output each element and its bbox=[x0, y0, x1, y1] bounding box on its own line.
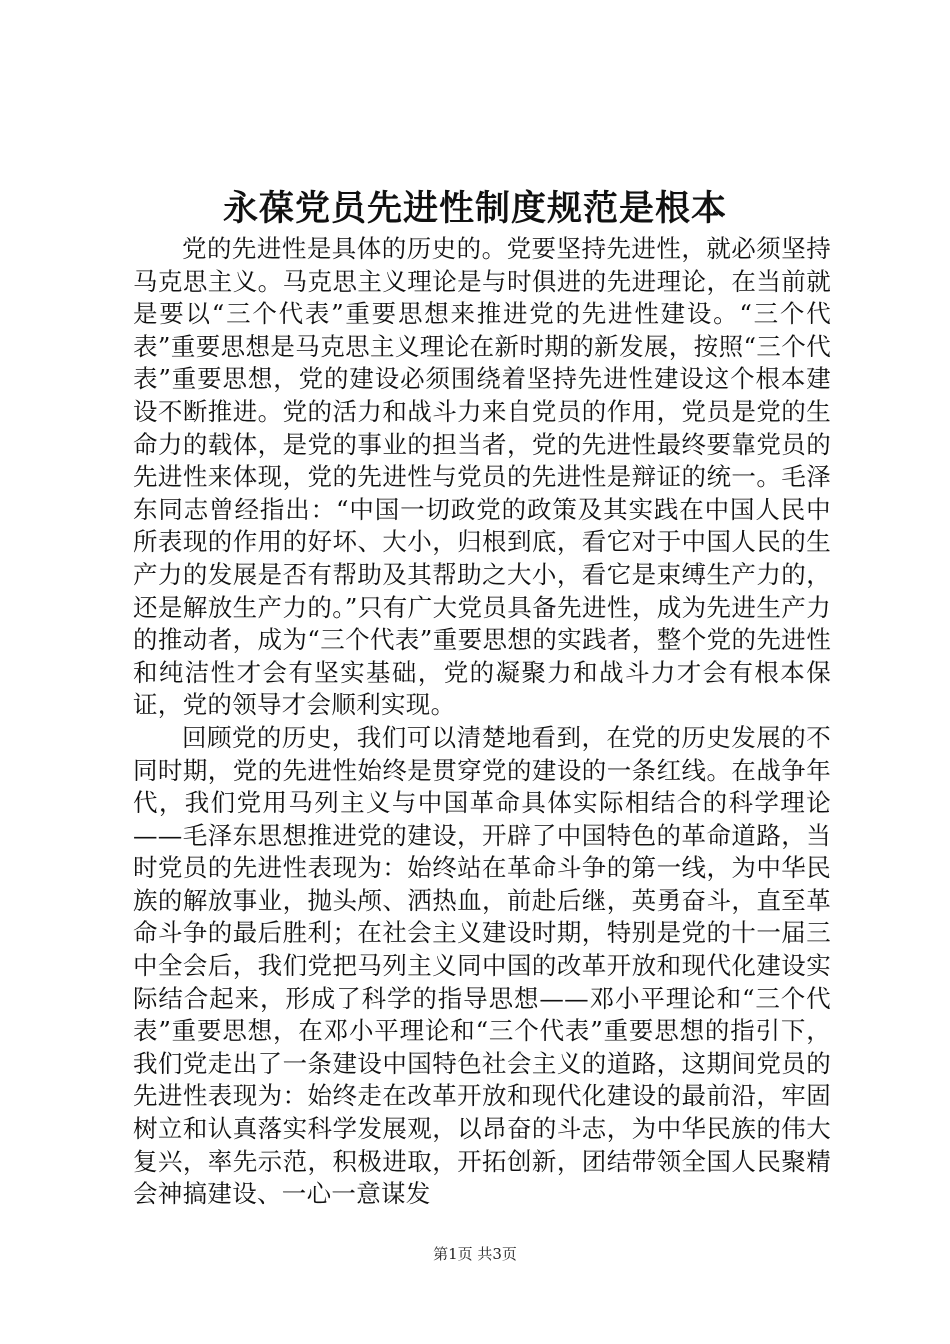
paragraph-1: 党的先进性是具体的历史的。党要坚持先进性，就必须坚持马克思主义。马克思主义理论是与时俱进的先进理论，在当前就是要以“三个代表”重要思想来推进党的先进性建设。“三个代表”重要思想是马克思主义理论在新时期的新发展，按照“三个代表”重要思想，党的建设必须围绕着坚持先进性建设这个根本建设不断推进。党的活力和战斗力来自党员的作用，党员是党的生命力的载体，是党的事业的担当者，党的先进性最终要靠党员的先进性来体现，党的先进性与党员的先进性是辩证的统一。毛泽东同志曾经指出：“中国一切政党的政策及其实践在中国人民中所表现的作用的好坏、大小，归根到底，看它对于中国人民的生产力的发展是否有帮助及其帮助之大小，看它是束缚生产力的，还是解放生产力的。”只有广大党员具备先进性，成为先进生产力的推动者，成为“三个代表”重要思想的实践者，整个党的先进性和纯洁性才会有坚实基础，党的凝聚力和战斗力才会有根本保证，党的领导才会顺利实现。 bbox=[133, 234, 832, 720]
paragraph-2: 回顾党的历史，我们可以清楚地看到，在党的历史发展的不同时期，党的先进性始终是贯穿党的建设的一条红线。在战争年代，我们党用马列主义与中国革命具体实际相结合的科学理论——毛泽东思想推进党的建设，开辟了中国特色的革命道路，当时党员的先进性表现为：始终站在革命斗争的第一线，为中华民族的解放事业，抛头颅、洒热血，前赴后继，英勇奋斗，直至革命斗争的最后胜利；在社会主义建设时期，特别是党的十一届三中全会后，我们党把马列主义同中国的改革开放和现代化建设实际结合起来，形成了科学的指导思想——邓小平理论和“三个代表”重要思想，在邓小平理论和“三个代表”重要思想的指引下，我们党走出了一条建设中国特色社会主义的道路，这期间党员的先进性表现为：始终走在改革开放和现代化建设的最前沿，牢固树立和认真落实科学发展观，以昂奋的斗志，为中华民族的伟大复兴，率先示范，积极进取，开拓创新，团结带领全国人民聚精会神搞建设、一心一意谋发 bbox=[133, 722, 831, 1209]
document-body bbox=[133, 233, 831, 1211]
page-number-footer: 第1页 共3页 bbox=[433, 1245, 517, 1263]
document-title: 永葆党员先进性制度规范是根本 bbox=[222, 188, 727, 229]
